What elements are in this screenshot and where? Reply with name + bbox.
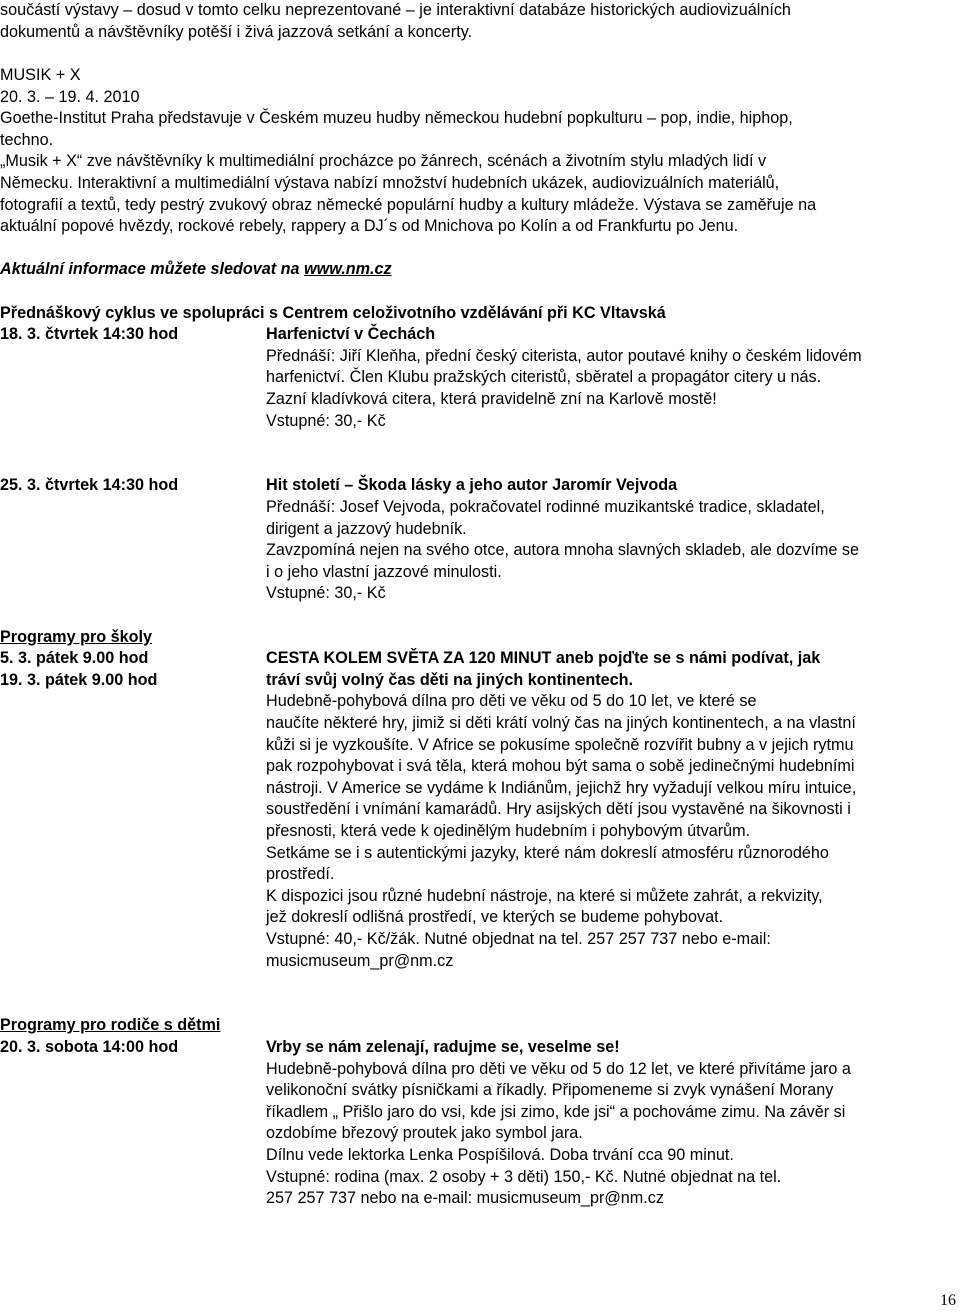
- lecture-1-line-3: Zazní kladívková citera, která pravidelně zní na Karlově mostě!: [266, 390, 717, 408]
- parents-heading: Programy pro rodiče s dětmi: [0, 1016, 221, 1035]
- lectures-heading: Přednáškový cyklus ve spolupráci s Centrem celoživotního vzdělávání při KC Vltavská: [0, 303, 666, 322]
- schools-line: Setkáme se i s autentickými jazyky, které nám dokreslí atmosféru různorodého: [266, 843, 829, 862]
- schools-title-2: tráví svůj volný čas děti na jiných kontinentech.: [266, 670, 634, 689]
- parents-line: Dílnu vede lektorka Lenka Pospíšilová. Doba trvání cca 90 minut.: [266, 1146, 734, 1164]
- musik-title: MUSIK + X: [0, 66, 81, 84]
- lecture-1-fee: Vstupné: 30,- Kč: [266, 411, 386, 430]
- lecture-2-line-3: Zavzpomíná nejen na svého otce, autora mnoha slavných skladeb, ale dozvíme se: [266, 541, 859, 560]
- schools-line: K dispozici jsou různé hudební nástroje, na které si můžete zahrát, a rekvizity,: [266, 886, 823, 905]
- schools-line: musicmuseum_pr@nm.cz: [266, 951, 454, 970]
- parents-line: velikonoční svátky písničkami a říkadly. Připomeneme si zvyk vynášení Morany: [266, 1081, 834, 1100]
- schools-line: pak rozpohybovat i svá těla, která mohou být sama o sobě jedinečnými hudebními: [266, 757, 855, 776]
- musik-text-2d: aktuální popové hvězdy, rockové rebely, rappery a DJ´s od Mnichova po Kolín a od Frankfurtu po Jenu.: [0, 217, 739, 236]
- musik-info-link[interactable]: www.nm.cz: [304, 260, 392, 279]
- musik-info-prefix: Aktuální informace můžete sledovat na: [0, 260, 305, 279]
- lecture-1-line-1: Přednáší: Jiří Kleňha, přední český citerista, autor poutavé knihy o českém lidovém: [266, 346, 862, 365]
- lecture-1-line-2: harfenictví. Člen Klubu pražských citeristů, sběratel a propagátor citery u nás.: [266, 368, 822, 387]
- intro-line-1: součástí výstavy – dosud v tomto celku neprezentované – je interaktivní databáze historických audiovizuálních: [0, 1, 791, 19]
- schools-line: kůži si je vyzkoušíte. V Africe se pokusíme společně rozvířit bubny a v jejich rytmu: [266, 735, 854, 754]
- musik-text-1b: techno.: [0, 130, 54, 149]
- lecture-1-title: Harfenictví v Čechách: [266, 325, 436, 344]
- musik-text-2b: Německu. Interaktivní a multimediální výstava nabízí množství hudebních ukázek, audiovizuálních materiálů,: [0, 174, 780, 192]
- musik-text-1a: Goethe-Institut Praha představuje v Českém muzeu hudby německou hudební popkulturu – pop, indie, hiphop,: [0, 109, 793, 128]
- schools-line: naučíte některé hry, jimiž si děti krátí volný čas na jiných kontinentech, a na vlastní: [266, 714, 856, 732]
- schools-line: soustředění i vnímání kamarádů. Hry asijských dětí jsou vystavěné na šikovnosti i: [266, 800, 851, 819]
- musik-date: 20. 3. – 19. 4. 2010: [0, 87, 140, 106]
- parents-line: ozdobíme březový proutek jako symbol jara.: [266, 1124, 583, 1143]
- intro-line-2: dokumentů a návštěvníky potěší i živá jazzová setkání a koncerty.: [0, 22, 473, 41]
- schools-line: přesnosti, která vede k ojedinělým hudebním i pohybovým útvarům.: [266, 822, 751, 840]
- lecture-2-date: 25. 3. čtvrtek 14:30 hod: [0, 476, 179, 495]
- lecture-2-line-1: Přednáší: Josef Vejvoda, pokračovatel rodinné muzikantské tradice, skladatel,: [266, 498, 825, 516]
- lecture-1-date: 18. 3. čtvrtek 14:30 hod: [0, 325, 179, 344]
- schools-heading: Programy pro školy: [0, 627, 153, 646]
- parents-line: Vstupné: rodina (max. 2 osoby + 3 děti) 150,- Kč. Nutné objednat na tel.: [266, 1167, 782, 1186]
- lecture-2-line-4: i o jeho vlastní jazzové minulosti.: [266, 562, 502, 581]
- parents-date: 20. 3. sobota 14:00 hod: [0, 1038, 179, 1056]
- parents-line: říkadlem „ Přišlo jaro do vsi, kde jsi zimo, kde jsi“ a pochováme zimu. Na závěr si: [266, 1102, 846, 1121]
- parents-title: Vrby se nám zelenají, radujme se, veselme se!: [266, 1038, 620, 1056]
- schools-date-1: 5. 3. pátek 9.00 hod: [0, 649, 149, 668]
- page-number: 16: [940, 1292, 956, 1309]
- schools-date-2: 19. 3. pátek 9.00 hod: [0, 670, 158, 689]
- parents-line: Hudebně-pohybová dílna pro děti ve věku od 5 do 12 let, ve které přivítáme jaro a: [266, 1059, 851, 1078]
- schools-line: prostředí.: [266, 865, 335, 884]
- schools-line: Vstupné: 40,- Kč/žák. Nutné objednat na tel. 257 257 737 nebo e-mail:: [266, 930, 771, 948]
- schools-title-1: CESTA KOLEM SVĚTA ZA 120 MINUT aneb pojďte se s námi podívat, jak: [266, 649, 821, 668]
- schools-line: nástroji. V Americe se vydáme k Indiánům, jejichž hry vyžadují velkou míru intuice,: [266, 778, 857, 797]
- lecture-2-title: Hit století – Škoda lásky a jeho autor Jaromír Vejvoda: [266, 476, 678, 495]
- lecture-2-line-2: dirigent a jazzový hudebník.: [266, 519, 467, 538]
- lecture-2-fee: Vstupné: 30,- Kč: [266, 584, 386, 603]
- musik-info: [0, 259, 392, 281]
- musik-text-2c: fotografií a textů, tedy pestrý zvukový obraz německé populární hudby a kultury mládeže. Výstava se zaměřuje na: [0, 195, 817, 214]
- schools-line: Hudebně-pohybová dílna pro děti ve věku od 5 do 10 let, ve které se: [266, 692, 757, 711]
- parents-line: 257 257 737 nebo na e-mail: musicmuseum_pr@nm.cz: [266, 1189, 664, 1208]
- musik-text-2a: „Musik + X“ zve návštěvníky k multimediální procházce po žánrech, scénách a životním stylu mladých lidí v: [0, 152, 767, 171]
- schools-line: jež dokreslí odlišná prostředí, ve kterých se budeme pohybovat.: [266, 908, 724, 927]
